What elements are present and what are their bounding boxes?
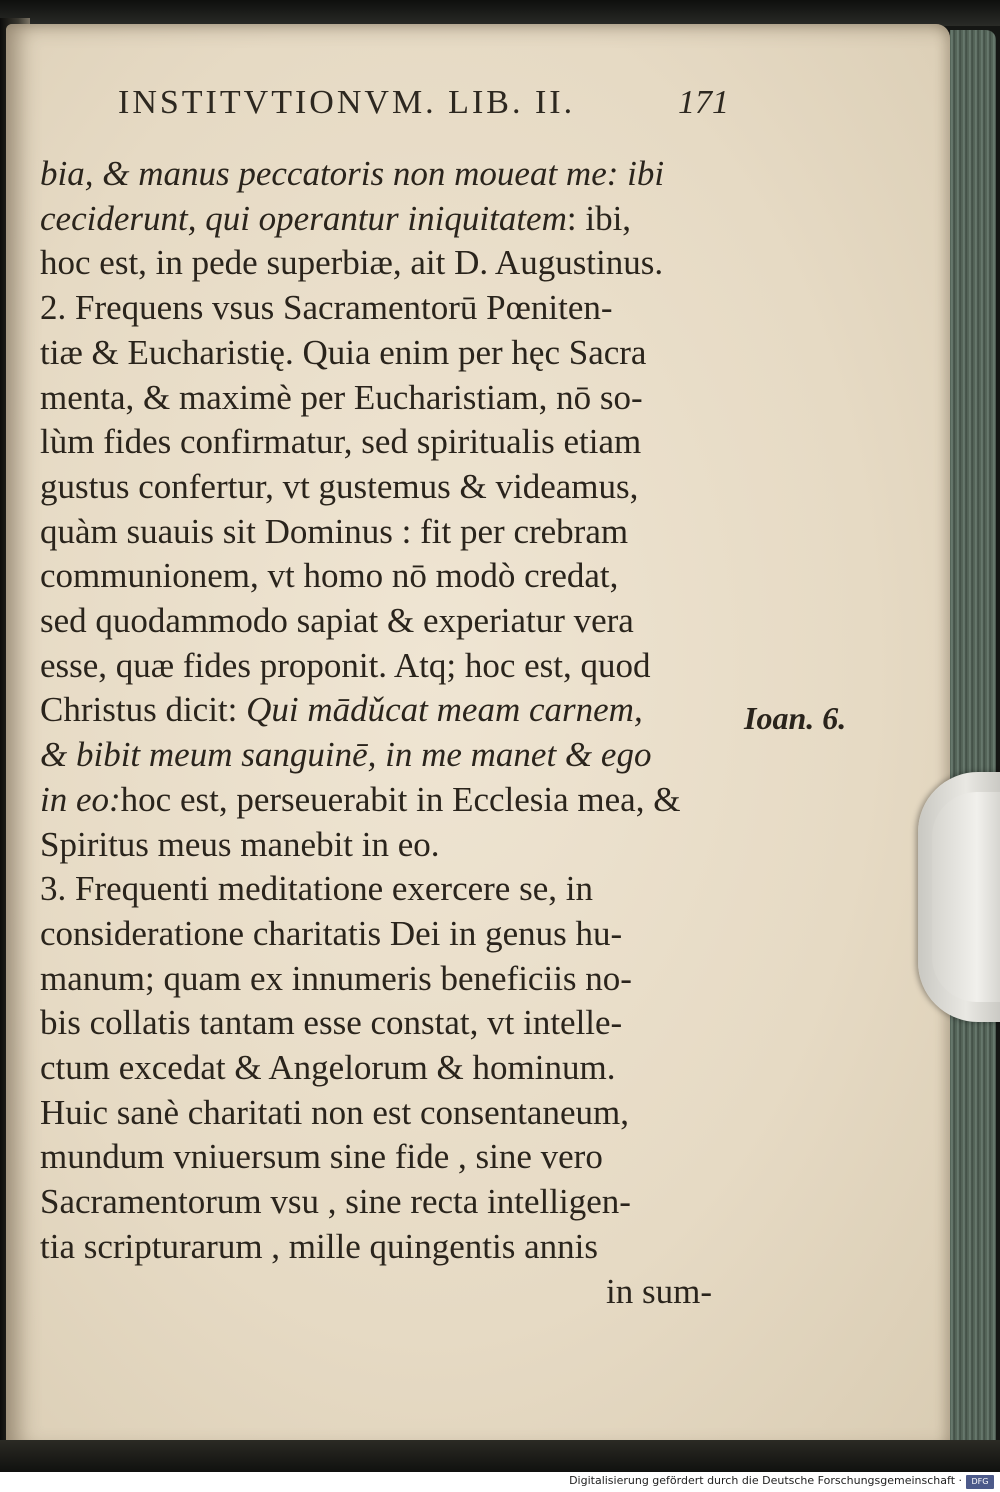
roman-text: quàm suauis sit Dominus : fit per crebram	[40, 511, 629, 551]
text-line	[40, 510, 740, 554]
roman-text: consideratione charitatis Dei in genus hu-	[40, 913, 623, 953]
text-line	[40, 152, 740, 196]
roman-text: Spiritus meus manebit in eo.	[40, 824, 440, 864]
roman-text: hoc est, perseuerabit in Ecclesia mea, &	[120, 779, 681, 819]
roman-text: gustus confertur, vt gustemus & videamus,	[40, 466, 639, 506]
margin-note: Ioan. 6.	[744, 700, 847, 736]
roman-text: Huic sanè charitati non est consentaneum,	[40, 1092, 629, 1132]
italic-text: in eo:	[40, 779, 121, 819]
roman-text: communionem, vt homo nō modò credat,	[40, 556, 619, 596]
roman-text: bis collatis tantam esse constat, vt intelle-	[40, 1003, 623, 1043]
roman-text: sed quodammodo sapiat & experiatur vera	[40, 601, 634, 640]
text-line	[40, 1001, 740, 1045]
text-line	[40, 1135, 740, 1179]
text-line	[40, 1180, 740, 1224]
italic-text: ceciderunt, qui operantur iniquitatem	[40, 198, 567, 238]
text-line	[40, 957, 740, 1001]
roman-text: 3. Frequenti meditatione exercere se, in	[40, 869, 593, 909]
text-line	[40, 823, 740, 867]
text-line	[40, 554, 740, 598]
text-line	[40, 331, 740, 375]
roman-text: Christus dicit:	[40, 690, 247, 730]
text-line	[40, 688, 740, 732]
text-line	[40, 1046, 740, 1090]
folio-number: 171	[678, 84, 729, 121]
text-line	[40, 599, 740, 643]
roman-text: ctum excedat & Angelorum & hominum.	[40, 1048, 616, 1087]
roman-text: esse, quæ fides proponit. Atq; hoc est, quod	[40, 645, 651, 685]
roman-text: menta, & maximè per Eucharistiam, nō so-	[40, 377, 643, 417]
book-bottom-board	[0, 1440, 1000, 1472]
text-line	[40, 286, 740, 330]
italic-text: Qui mādǔcat meam carnem,	[246, 690, 643, 730]
text-line	[40, 420, 740, 464]
dfg-logo: DFG	[966, 1475, 994, 1489]
roman-text: 2. Frequens vsus Sacramentorū Pœniten-	[40, 288, 613, 328]
text-line	[40, 867, 740, 911]
roman-text: : ibi,	[566, 198, 632, 238]
text-line	[40, 912, 740, 956]
text-line	[40, 241, 740, 285]
funding-credit: Digitalisierung gefördert durch die Deutsche Forschungsgemeinschaft ·	[569, 1474, 962, 1487]
roman-text: tia scripturarum , mille quingentis annis	[40, 1226, 598, 1266]
text-line	[40, 733, 740, 777]
text-line	[40, 778, 740, 822]
book-top-edge	[0, 0, 1000, 26]
italic-text: bia, & manus peccatoris non moueat me: ibi	[40, 154, 665, 193]
page-clip-inner	[932, 792, 1000, 1002]
text-line	[40, 644, 740, 688]
text-line	[40, 376, 740, 420]
roman-text: mundum vniuersum sine fide , sine vero	[40, 1137, 603, 1177]
roman-text: manum; quam ex innumeris beneficiis no-	[40, 958, 632, 998]
running-header	[118, 84, 768, 122]
italic-text: & bibit meum sanguinē, in me manet & ego	[40, 735, 652, 775]
text-line	[40, 465, 740, 509]
roman-text: tiæ & Eucharistię. Quia enim per hęc Sacra	[40, 332, 647, 372]
roman-text: lùm fides confirmatur, sed spiritualis etiam	[40, 422, 642, 462]
catchword: in sum-	[606, 1271, 712, 1311]
roman-text: Sacramentorum vsu , sine recta intelligen-	[40, 1182, 631, 1222]
running-title: INSTITVTIONVM. LIB. II.	[118, 84, 576, 121]
roman-text: hoc est, in pede superbiæ, ait D. Augustinus.	[40, 243, 664, 283]
page-stack-edge	[950, 30, 996, 1450]
text-line	[40, 197, 740, 241]
text-line	[40, 1225, 740, 1269]
text-line	[40, 1091, 740, 1135]
